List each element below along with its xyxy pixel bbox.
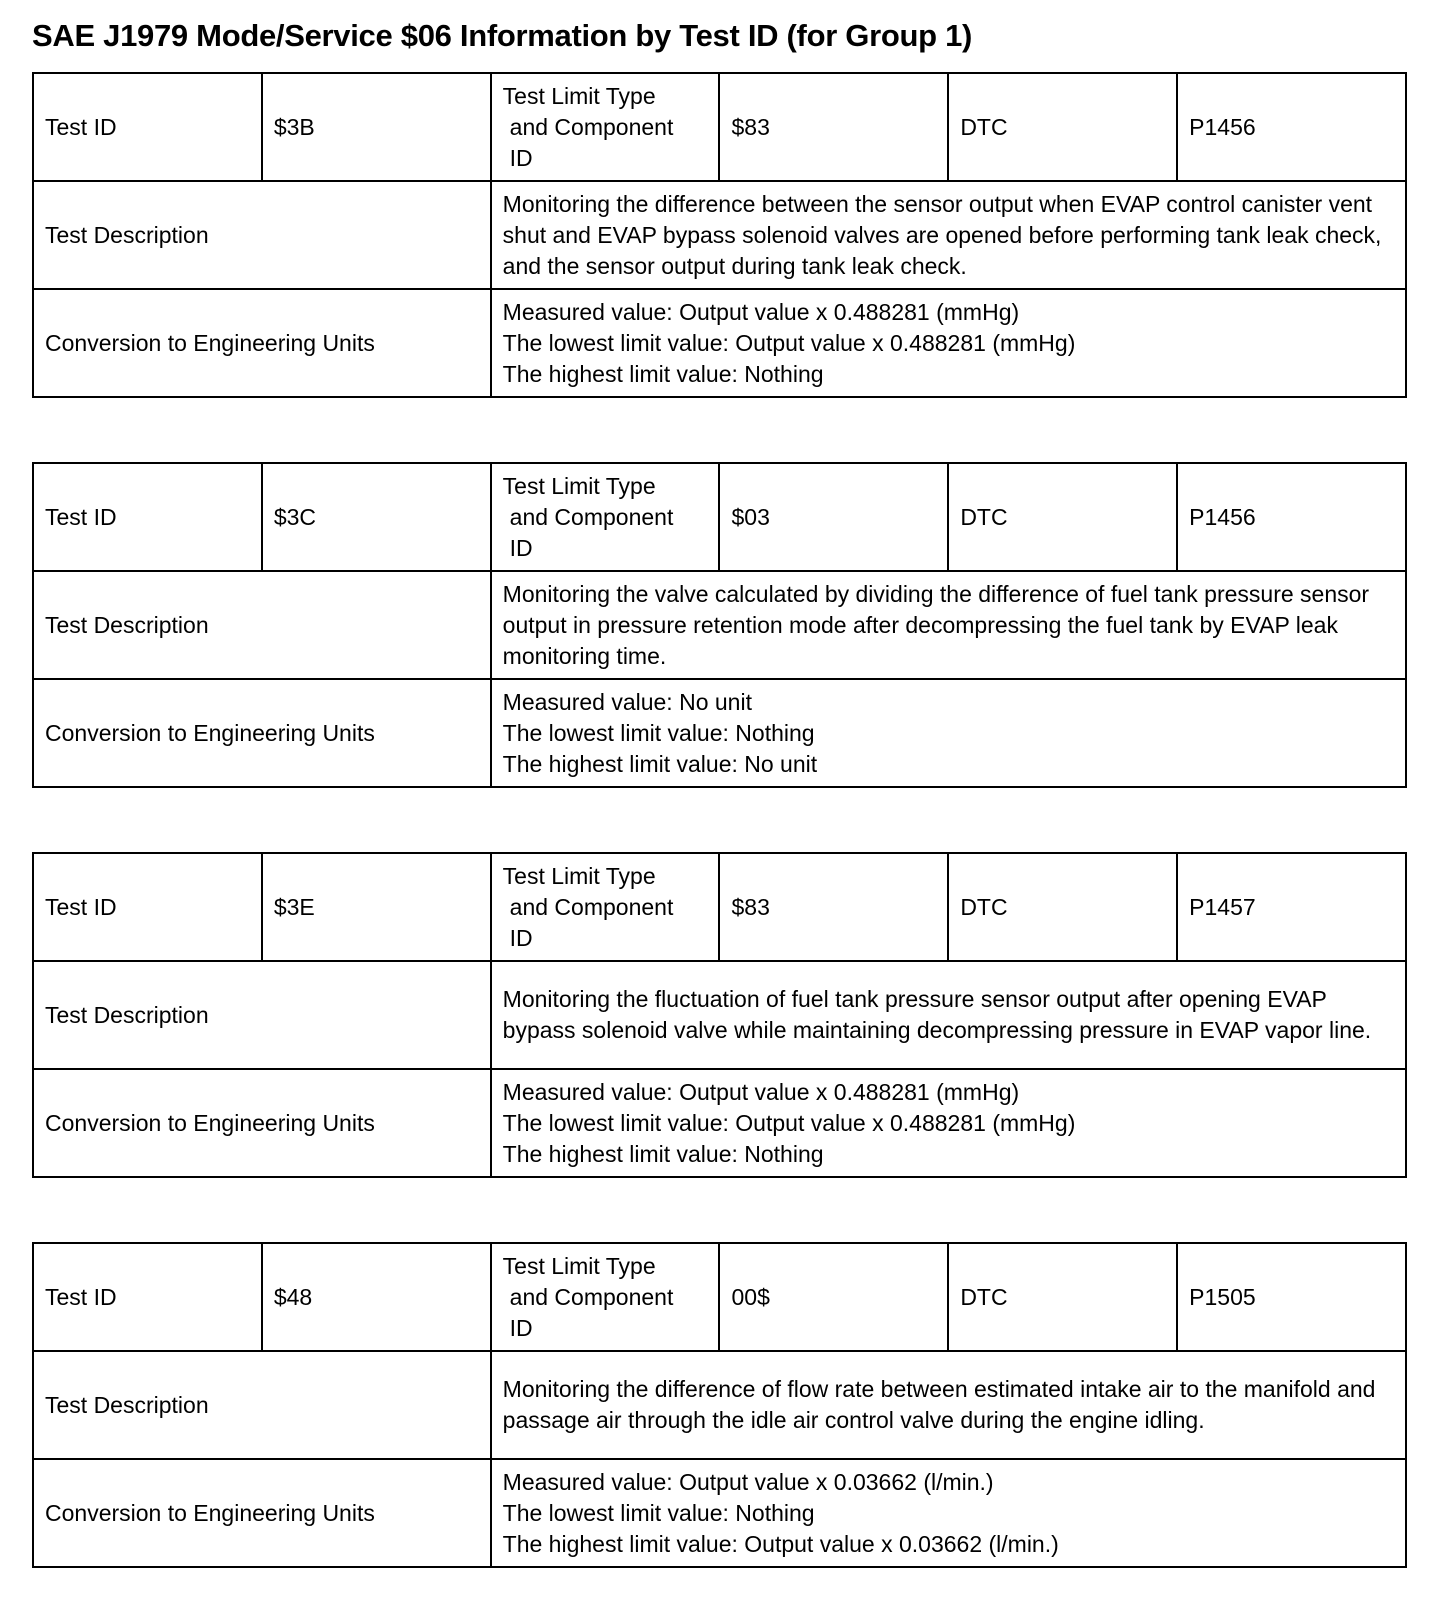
dtc-value: P1456 xyxy=(1177,73,1406,181)
lowest-limit: The lowest limit value: Output value x 0.488281 (mmHg) xyxy=(502,329,1076,356)
description-row xyxy=(33,181,1406,289)
limit-label-line: ID xyxy=(509,924,533,951)
conversion-value xyxy=(491,679,1406,787)
test-id-label: Test ID xyxy=(33,73,262,181)
conversion-row xyxy=(33,679,1406,787)
limit-type-value: $83 xyxy=(719,73,948,181)
dtc-label: DTC xyxy=(948,1243,1177,1351)
test-id-value: $48 xyxy=(262,1243,491,1351)
description-row xyxy=(33,1351,1406,1459)
limit-label-line: ID xyxy=(509,144,533,171)
conversion-row xyxy=(33,289,1406,397)
description-row xyxy=(33,961,1406,1069)
conversion-row xyxy=(33,1459,1406,1567)
description-label: Test Description xyxy=(33,181,491,289)
description-label: Test Description xyxy=(33,571,491,679)
limit-label-line: and Component xyxy=(509,503,674,530)
lowest-limit: The lowest limit value: Nothing xyxy=(502,1499,815,1526)
header-row xyxy=(33,463,1406,571)
highest-limit: The highest limit value: Nothing xyxy=(502,360,824,387)
conversion-value xyxy=(491,1069,1406,1177)
limit-type-label xyxy=(491,73,720,181)
conversion-label: Conversion to Engineering Units xyxy=(33,679,491,787)
dtc-label: DTC xyxy=(948,853,1177,961)
dtc-label: DTC xyxy=(948,73,1177,181)
limit-type-value: $83 xyxy=(719,853,948,961)
description-value: Monitoring the difference of flow rate between estimated intake air to the manifold and passage air through the idle air control valve during the engine idling. xyxy=(491,1351,1406,1459)
test-id-label: Test ID xyxy=(33,853,262,961)
description-label: Test Description xyxy=(33,961,491,1069)
conversion-value xyxy=(491,289,1406,397)
test-id-table xyxy=(32,462,1407,788)
test-id-value: $3E xyxy=(262,853,491,961)
limit-label-line: ID xyxy=(509,534,533,561)
dtc-value: P1457 xyxy=(1177,853,1406,961)
conversion-row xyxy=(33,1069,1406,1177)
limit-label-line: Test Limit Type xyxy=(502,1252,656,1279)
conversion-label: Conversion to Engineering Units xyxy=(33,1459,491,1567)
measured-value: Measured value: Output value x 0.03662 (l/min.) xyxy=(502,1468,994,1495)
conversion-label: Conversion to Engineering Units xyxy=(33,1069,491,1177)
limit-label-line: Test Limit Type xyxy=(502,862,656,889)
limit-type-label xyxy=(491,1243,720,1351)
limit-label-line: ID xyxy=(509,1314,533,1341)
test-id-value: $3B xyxy=(262,73,491,181)
limit-label-line: Test Limit Type xyxy=(502,472,656,499)
description-value: Monitoring the difference between the sensor output when EVAP control canister vent shut and EVAP bypass solenoid valves are opened before performing tank leak check, and the sensor output during tank leak check. xyxy=(491,181,1406,289)
test-id-table xyxy=(32,72,1407,398)
test-id-value: $3C xyxy=(262,463,491,571)
test-id-table xyxy=(32,1242,1407,1568)
dtc-value: P1505 xyxy=(1177,1243,1406,1351)
header-row xyxy=(33,1243,1406,1351)
conversion-label: Conversion to Engineering Units xyxy=(33,289,491,397)
description-label: Test Description xyxy=(33,1351,491,1459)
highest-limit: The highest limit value: No unit xyxy=(502,750,818,777)
highest-limit: The highest limit value: Output value x 0.03662 (l/min.) xyxy=(502,1530,1059,1557)
limit-label-line: and Component xyxy=(509,113,674,140)
header-row xyxy=(33,73,1406,181)
description-row xyxy=(33,571,1406,679)
lowest-limit: The lowest limit value: Output value x 0.488281 (mmHg) xyxy=(502,1109,1076,1136)
test-id-label: Test ID xyxy=(33,1243,262,1351)
measured-value: Measured value: No unit xyxy=(502,688,752,715)
test-id-label: Test ID xyxy=(33,463,262,571)
lowest-limit: The lowest limit value: Nothing xyxy=(502,719,815,746)
description-value: Monitoring the fluctuation of fuel tank pressure sensor output after opening EVAP bypass solenoid valve while maintaining decompressing pressure in EVAP vapor line. xyxy=(491,961,1406,1069)
dtc-label: DTC xyxy=(948,463,1177,571)
limit-type-label xyxy=(491,463,720,571)
measured-value: Measured value: Output value x 0.488281 (mmHg) xyxy=(502,1078,1020,1105)
conversion-value xyxy=(491,1459,1406,1567)
limit-label-line: and Component xyxy=(509,893,674,920)
measured-value: Measured value: Output value x 0.488281 (mmHg) xyxy=(502,298,1020,325)
highest-limit: The highest limit value: Nothing xyxy=(502,1140,824,1167)
limit-type-value: $03 xyxy=(719,463,948,571)
dtc-value: P1456 xyxy=(1177,463,1406,571)
limit-label-line: and Component xyxy=(509,1283,674,1310)
description-value: Monitoring the valve calculated by dividing the difference of fuel tank pressure sensor output in pressure retention mode after decompressing the fuel tank by EVAP leak monitoring time. xyxy=(491,571,1406,679)
limit-type-value: 00$ xyxy=(719,1243,948,1351)
test-id-table xyxy=(32,852,1407,1178)
page-title: SAE J1979 Mode/Service $06 Information by Test ID (for Group 1) xyxy=(32,18,973,53)
limit-label-line: Test Limit Type xyxy=(502,82,656,109)
limit-type-label xyxy=(491,853,720,961)
header-row xyxy=(33,853,1406,961)
